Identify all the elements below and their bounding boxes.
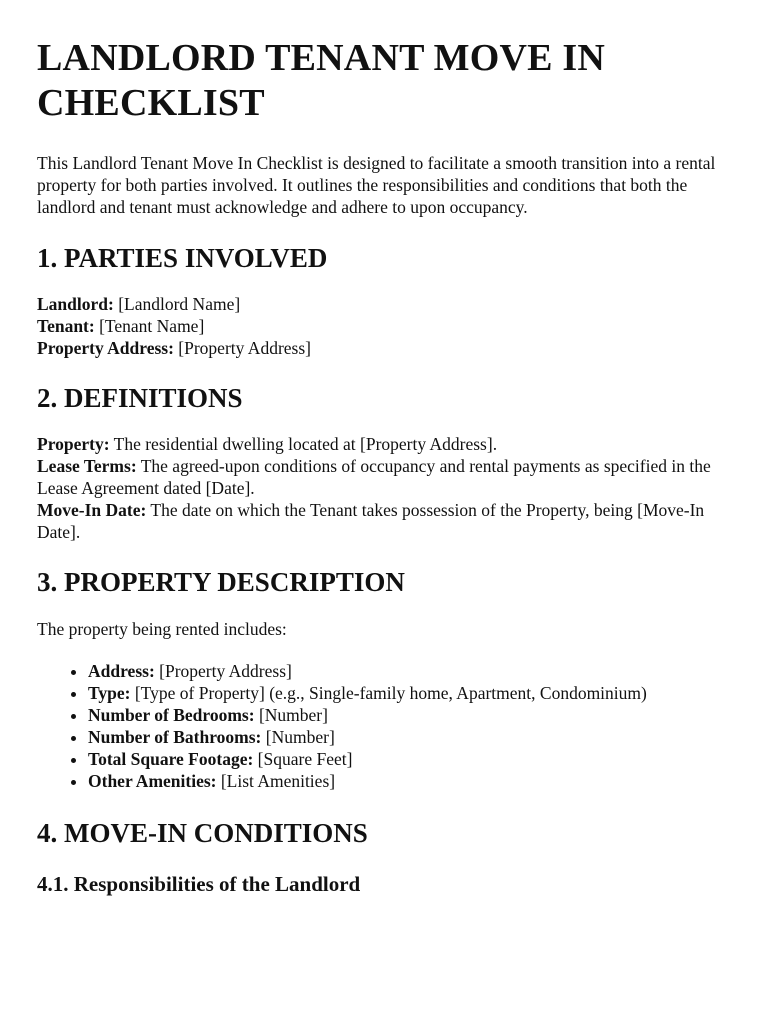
list-item-value: [Type of Property] (e.g., Single-family home, Apartment, Condominium) xyxy=(130,683,647,703)
property-def-value: The residential dwelling located at [Property Address]. xyxy=(109,434,498,454)
list-item-label: Number of Bedrooms: xyxy=(88,705,255,725)
subsection-heading-landlord-responsibilities: 4.1. Responsibilities of the Landlord xyxy=(37,872,361,896)
property-address-label: Property Address: xyxy=(37,338,174,358)
list-item xyxy=(88,682,734,704)
list-item xyxy=(88,748,734,770)
section-heading-parties: 1. PARTIES INVOLVED xyxy=(37,243,328,273)
list-item-label: Total Square Footage: xyxy=(88,749,254,769)
property-def-label: Property: xyxy=(37,434,110,454)
property-address-value: [Property Address] xyxy=(173,338,311,358)
tenant-label: Tenant: xyxy=(37,316,95,336)
lease-terms-label: Lease Terms: xyxy=(37,456,137,476)
property-details-list xyxy=(37,660,734,792)
list-item-label: Other Amenities: xyxy=(88,771,217,791)
section-heading-move-in-conditions: 4. MOVE-IN CONDITIONS xyxy=(37,818,368,848)
landlord-label: Landlord: xyxy=(37,294,114,314)
document-title: LANDLORD TENANT MOVE IN CHECKLIST xyxy=(37,37,605,124)
property-description-lead: The property being rented includes: xyxy=(37,619,287,639)
list-item-label: Address: xyxy=(88,661,155,681)
section-heading-definitions: 2. DEFINITIONS xyxy=(37,383,243,413)
tenant-value: [Tenant Name] xyxy=(94,316,205,336)
definitions-paragraph xyxy=(37,433,734,543)
list-item xyxy=(88,770,734,792)
intro-paragraph: This Landlord Tenant Move In Checklist is designed to facilitate a smooth transition into a rental property for both parties involved. It outlines the responsibilities and conditions that both the landlord and tenant must acknowledge and adhere to upon occupancy. xyxy=(37,153,716,217)
move-in-date-value: The date on which the Tenant takes possession of the Property, being [Move-In Date]. xyxy=(37,500,705,542)
parties-paragraph xyxy=(37,293,734,359)
list-item xyxy=(88,660,734,682)
landlord-value: [Landlord Name] xyxy=(113,294,241,314)
list-item xyxy=(88,704,734,726)
list-item-value: [List Amenities] xyxy=(216,771,336,791)
lease-terms-value: The agreed-upon conditions of occupancy and rental payments as specified in the Lease Agreement dated [Date]. xyxy=(37,456,711,498)
list-item-label: Number of Bathrooms: xyxy=(88,727,262,747)
list-item-value: [Square Feet] xyxy=(253,749,353,769)
list-item-value: [Number] xyxy=(254,705,328,725)
list-item-label: Type: xyxy=(88,683,131,703)
list-item xyxy=(88,726,734,748)
list-item-value: [Property Address] xyxy=(154,661,292,681)
section-heading-property-description: 3. PROPERTY DESCRIPTION xyxy=(37,567,405,597)
move-in-date-label: Move-In Date: xyxy=(37,500,147,520)
list-item-value: [Number] xyxy=(261,727,335,747)
